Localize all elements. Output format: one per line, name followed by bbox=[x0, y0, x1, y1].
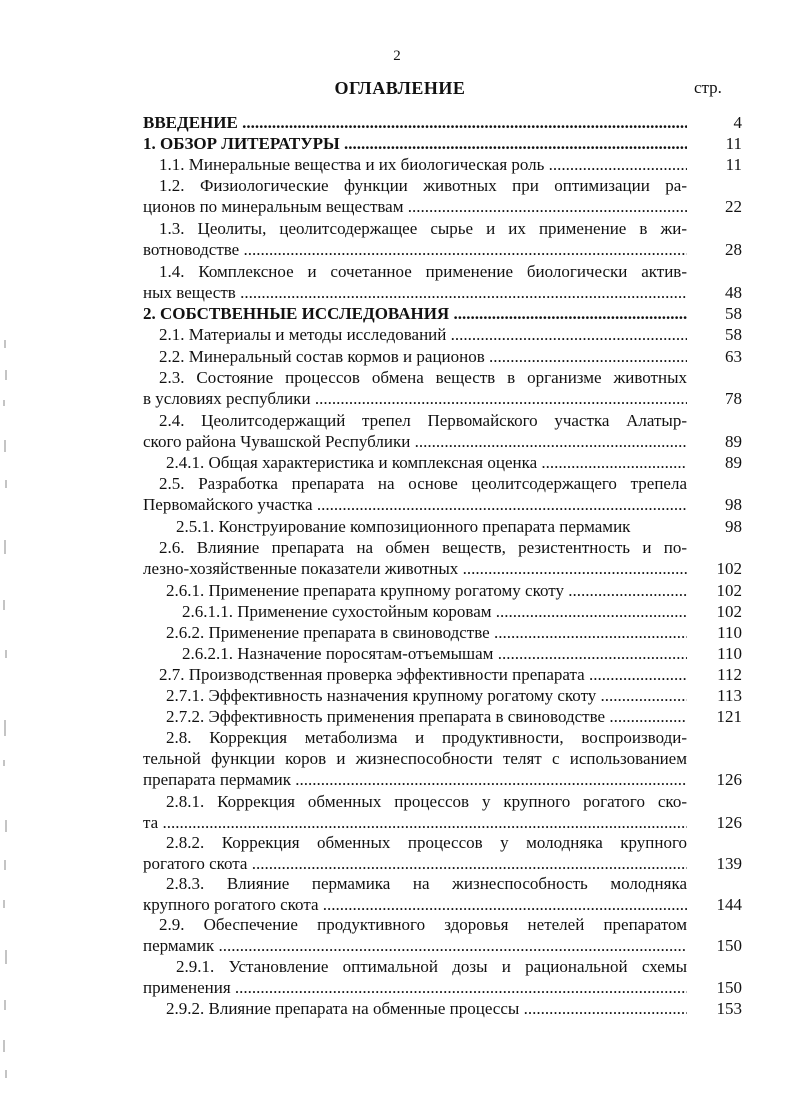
toc-entry-text: Первомайского участка bbox=[143, 495, 313, 514]
toc-entry-text: 1.3. Цеолиты, цеолитсодержащее сырье и их применение в жи- bbox=[159, 219, 687, 238]
toc-page-number: 144 bbox=[716, 895, 742, 914]
toc-entry-text: 2.4. Цеолитсодержащий трепел Первомайского участка Алатыр- bbox=[159, 411, 687, 430]
toc-entry-line bbox=[143, 133, 687, 155]
toc-entry-line bbox=[159, 175, 687, 197]
toc-entry-line bbox=[143, 282, 687, 304]
toc-page-number: 4 bbox=[733, 113, 742, 132]
toc-entry-line bbox=[143, 431, 687, 453]
toc-entry-text: тельной функции коров и жизнеспособности телят с использованием bbox=[143, 749, 687, 768]
toc-entry-line bbox=[166, 873, 687, 895]
toc-page-number: 102 bbox=[716, 559, 742, 578]
toc-page-number: 102 bbox=[716, 581, 742, 600]
toc-entry-text: 2.7.1. Эффективность назначения крупному рогатому скоту bbox=[166, 686, 597, 705]
toc-entry-line bbox=[176, 956, 687, 978]
toc-entry-text: 2.5.1. Конструирование композиционного препарата пермамик bbox=[176, 517, 631, 536]
toc-entry-text: 2.3. Состояние процессов обмена веществ в организме животных bbox=[159, 368, 687, 387]
toc-page-number: 22 bbox=[725, 197, 742, 216]
toc-entry-text: применения bbox=[143, 978, 231, 997]
toc-entry-line bbox=[166, 685, 687, 707]
toc-entry-text: препарата пермамик bbox=[143, 770, 292, 789]
toc-page-number: 126 bbox=[716, 813, 742, 832]
toc-entry-text: вотноводстве bbox=[143, 240, 240, 259]
toc-page-number: 126 bbox=[716, 770, 742, 789]
toc-page-number: 98 bbox=[725, 495, 742, 514]
toc-page-number: 150 bbox=[716, 978, 742, 997]
toc-page-number: 102 bbox=[716, 602, 742, 621]
toc-entry-line bbox=[159, 537, 687, 559]
toc-entry-text: 2.6.1.1. Применение сухостойным коровам bbox=[182, 602, 492, 621]
toc-page-number: 110 bbox=[717, 644, 742, 663]
toc-page-number: 28 bbox=[725, 240, 742, 259]
toc-entry-text: 2.9.2. Влияние препарата на обменные процессы bbox=[166, 999, 520, 1018]
toc-entry-text: 2.8. Коррекция метаболизма и продуктивности, воспроизводи- bbox=[166, 728, 687, 747]
toc-page-number: 98 bbox=[725, 517, 742, 536]
toc-entry-line bbox=[143, 853, 687, 875]
toc-page-number: 121 bbox=[716, 707, 742, 726]
toc-entry-line bbox=[143, 388, 687, 410]
toc-entry-text: 2.9.1. Установление оптимальной дозы и рациональной схемы bbox=[176, 957, 687, 976]
toc-page-number: 150 bbox=[716, 936, 742, 955]
scan-margin-marks bbox=[0, 300, 14, 1090]
toc-entry-text: рогатого скота bbox=[143, 854, 248, 873]
toc-entry-text: ционов по минеральным веществам bbox=[143, 197, 404, 216]
toc-entry-text: в условиях республики bbox=[143, 389, 311, 408]
toc-page-number: 112 bbox=[717, 665, 742, 684]
toc-page-number: 11 bbox=[725, 134, 742, 153]
toc-page-number: 58 bbox=[725, 304, 742, 323]
toc-entry-line bbox=[159, 154, 687, 176]
toc-entry-line bbox=[143, 748, 687, 770]
toc-entry-line bbox=[143, 769, 687, 791]
page-column-label: стр. bbox=[694, 78, 722, 97]
toc-page-number: 153 bbox=[716, 999, 742, 1018]
toc-entry-line bbox=[166, 727, 687, 749]
toc-entry-line bbox=[182, 601, 687, 623]
toc-entry-text: та bbox=[143, 813, 159, 832]
toc-entry-text: 2.9. Обеспечение продуктивного здоровья нетелей препаратом bbox=[159, 915, 687, 934]
toc-entry-text: 2.2. Минеральный состав кормов и рационов bbox=[159, 347, 485, 366]
toc-entry-line bbox=[143, 977, 687, 999]
toc-entry-line bbox=[166, 791, 687, 813]
toc-entry-line bbox=[166, 622, 687, 644]
toc-page-number: 110 bbox=[717, 623, 742, 642]
toc-title: ОГЛАВЛЕНИЕ bbox=[334, 78, 466, 98]
toc-entry-text: пермамик bbox=[143, 936, 215, 955]
toc-entry-text: 2.6. Влияние препарата на обмен веществ, резистентность и по- bbox=[159, 538, 687, 557]
toc-entry-text: 1. ОБЗОР ЛИТЕРАТУРЫ bbox=[143, 134, 340, 153]
toc-entry-text: 2.8.3. Влияние пермамика на жизнеспособность молодняка bbox=[166, 874, 687, 893]
toc-page-number: 139 bbox=[716, 854, 742, 873]
toc-entry-line bbox=[166, 832, 687, 854]
toc-entry-line bbox=[143, 558, 687, 580]
toc-entry-line bbox=[159, 914, 687, 936]
toc-entry-text: ского района Чувашской Республики bbox=[143, 432, 411, 451]
toc-entry-line bbox=[182, 643, 687, 665]
page-number: 2 bbox=[393, 48, 401, 64]
toc-entry-line bbox=[143, 935, 687, 957]
toc-entry-text: 2.1. Материалы и методы исследований bbox=[159, 325, 447, 344]
toc-entry-text: 2.8.1. Коррекция обменных процессов у крупного рогатого ско- bbox=[166, 792, 687, 811]
toc-entry-line bbox=[143, 812, 687, 834]
toc-entry-text: 1.2. Физиологические функции животных при оптимизации ра- bbox=[159, 176, 687, 195]
toc-page-number: 63 bbox=[725, 347, 742, 366]
toc-page-number: 113 bbox=[717, 686, 742, 705]
toc-entry-text: 1.1. Минеральные вещества и их биологическая роль bbox=[159, 155, 545, 174]
toc-entry-text: 2.8.2. Коррекция обменных процессов у молодняка крупного bbox=[166, 833, 687, 852]
toc-entry-line bbox=[143, 112, 687, 134]
toc-entry-line bbox=[143, 239, 687, 261]
toc-entry-line bbox=[159, 367, 687, 389]
toc-page-number: 11 bbox=[725, 155, 742, 174]
toc-entry-line bbox=[143, 894, 687, 916]
toc-entry-text: 2.4.1. Общая характеристика и комплексная оценка bbox=[166, 453, 538, 472]
toc-entry-line bbox=[159, 261, 687, 283]
toc-entry-line bbox=[143, 303, 687, 325]
toc-entry-text: 1.4. Комплексное и сочетанное применение биологически актив- bbox=[159, 262, 687, 281]
toc-page-number: 78 bbox=[725, 389, 742, 408]
toc-entry-text: 2.6.2. Применение препарата в свиноводстве bbox=[166, 623, 490, 642]
toc-entry-line bbox=[166, 998, 687, 1020]
toc-entry-text: 2. СОБСТВЕННЫЕ ИССЛЕДОВАНИЯ bbox=[143, 304, 450, 323]
toc-entry-line bbox=[159, 218, 687, 240]
toc-page-number: 58 bbox=[725, 325, 742, 344]
toc-page-number: 48 bbox=[725, 283, 742, 302]
toc-entry-text: 2.6.2.1. Назначение поросятам-отъемышам bbox=[182, 644, 494, 663]
toc-entry-text: ВВЕДЕНИЕ bbox=[143, 113, 238, 132]
toc-entry-line bbox=[176, 516, 687, 538]
toc-entry-line bbox=[166, 706, 687, 728]
toc-entry-text: 2.7.2. Эффективность применения препарата в свиноводстве bbox=[166, 707, 606, 726]
toc-entry-line bbox=[143, 494, 687, 516]
toc-entry-line bbox=[159, 473, 687, 495]
toc-page-number: 89 bbox=[725, 453, 742, 472]
toc-entry-line bbox=[159, 664, 687, 686]
toc-entry-text: 2.7. Производственная проверка эффективности препарата bbox=[159, 665, 585, 684]
toc-entry-text: крупного рогатого скота bbox=[143, 895, 319, 914]
toc-entry-line bbox=[166, 452, 687, 474]
toc-entry-line bbox=[159, 346, 687, 368]
toc-entry-text: ных веществ bbox=[143, 283, 236, 302]
toc-entry-text: 2.5. Разработка препарата на основе цеолитсодержащего трепела bbox=[159, 474, 687, 493]
toc-entry-line bbox=[159, 324, 687, 346]
toc-entry-text: 2.6.1. Применение препарата крупному рогатому скоту bbox=[166, 581, 564, 600]
toc-page-number: 89 bbox=[725, 432, 742, 451]
toc-entry-line bbox=[159, 410, 687, 432]
toc-entry-line bbox=[143, 196, 687, 218]
toc-entry-text: лезно-хозяйственные показатели животных bbox=[143, 559, 459, 578]
toc-entry-line bbox=[166, 580, 687, 602]
